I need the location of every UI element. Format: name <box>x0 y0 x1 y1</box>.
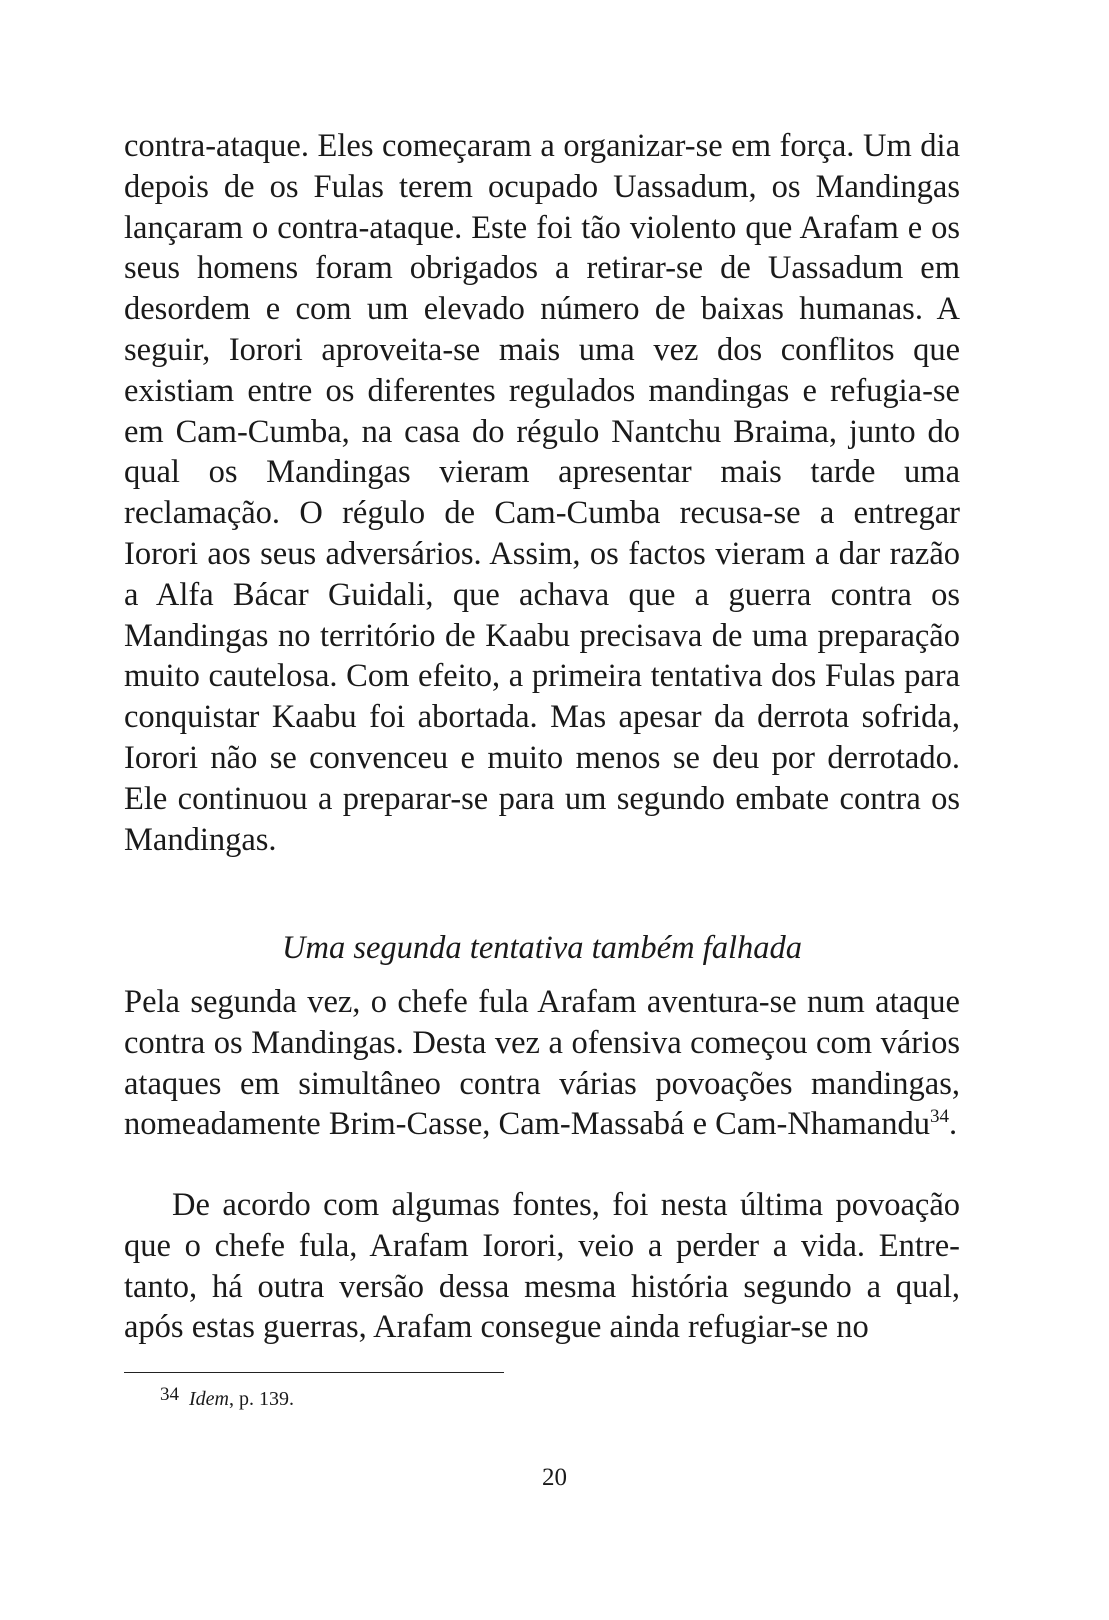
paragraph-text <box>124 982 960 1145</box>
footnote <box>160 1386 294 1413</box>
footnote-number: 34 <box>160 1384 179 1405</box>
body-paragraph-3 <box>124 1185 960 1348</box>
paragraph-text-span: Pela segunda vez, o chefe fula Arafam aventura-se num ataque contra os Mandingas. Desta vez a ofensiva começou com vários ataques em simultâneo contra várias povoações mandingas, nomeadamente Brim-Casse, Cam-Massabá e Cam-Nhamandu <box>124 984 960 1143</box>
paragraph-end-punct: . <box>948 1106 958 1143</box>
footnote-divider <box>124 1372 504 1373</box>
section-heading: Uma segunda tentativa também falhada <box>282 930 802 966</box>
footnote-source: Idem <box>189 1388 229 1410</box>
page-number: 20 <box>542 1464 567 1491</box>
paragraph-text: contra-ataque. Eles começaram a organizar-se em força. Um dia depois de os Fulas terem ocupado Uassadum, os Mandingas lançaram o contra-ataque. Este foi tão violento que Arafam e os seus homens foram obrigados a retirar-se de Uassadum em desordem e com um elevado número de baixas humanas. A seguir, Iorori aproveita-se mais uma vez dos conflitos que existiam entre os diferentes regulados mandingas e refugia-se em Cam-Cumba, na casa do régulo Nantchu Braima, junto do qual os Mandingas vieram apresentar mais tarde uma reclamação. O régulo de Cam-Cumba recusa-se a entregar Iorori aos seus adversários. Assim, os factos vieram a dar razão a Alfa Bácar Guidali, que achava que a guerra contra os Mandingas no território de Kaabu precisava de uma preparação muito cautelosa. Com efeito, a primeira tentativa dos Fulas para conquistar Kaabu foi abortada. Mas apesar da derrota sofrida, Iorori não se convenceu e muito menos se deu por derrotado. Ele continuou a preparar-se para um segundo embate contra os Mandingas. <box>124 128 960 858</box>
footnote-reference[interactable]: 34 <box>929 1106 949 1128</box>
footnote-page-ref: , p. 139. <box>228 1388 294 1410</box>
body-paragraph-1 <box>124 126 960 860</box>
body-paragraph-2 <box>124 982 960 1145</box>
paragraph-text: De acordo com algumas fontes, foi nesta última povoação que o chefe fula, Arafam Iorori, veio a perder a vida. Entretanto, há outra versão dessa mesma história segundo a qual, após estas guerras, Arafam consegue ainda refugiar-se no <box>124 1187 960 1346</box>
